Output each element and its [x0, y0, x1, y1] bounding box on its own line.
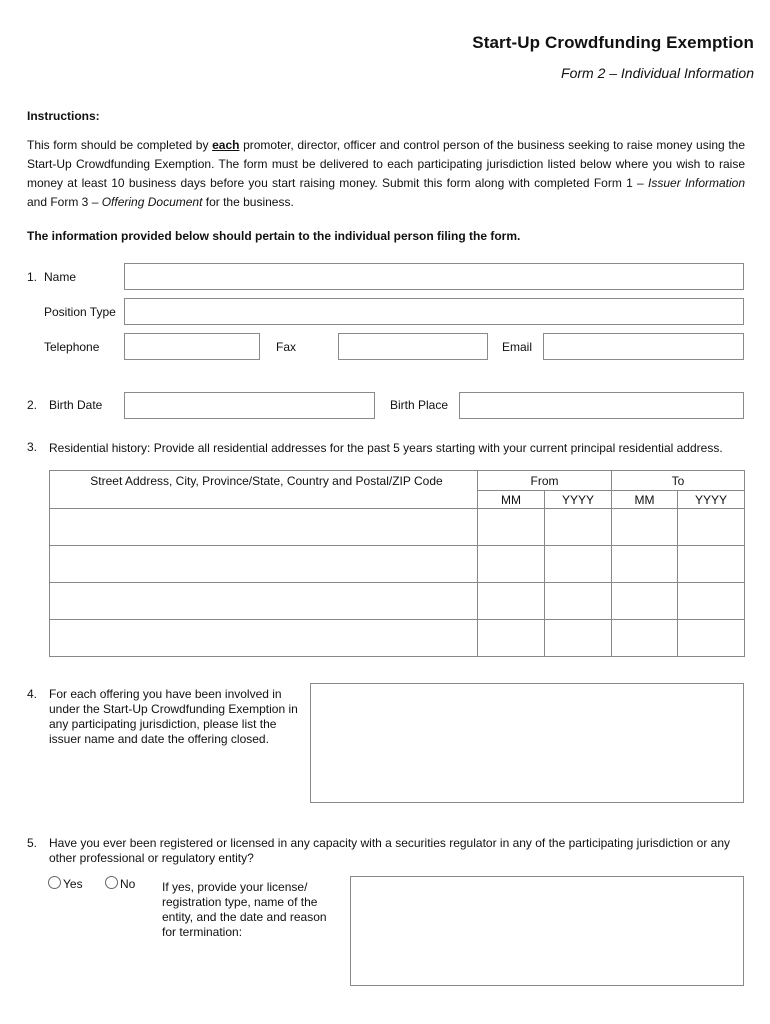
no-radio[interactable]: [105, 876, 118, 889]
to-column-header: To: [612, 471, 745, 491]
name-label: Name: [44, 270, 77, 284]
from-mm-cell[interactable]: [478, 509, 545, 546]
from-mm-cell[interactable]: [478, 546, 545, 583]
to-yyyy-cell[interactable]: [678, 620, 745, 657]
offerings-textarea[interactable]: [310, 683, 744, 803]
yes-radio[interactable]: [48, 876, 61, 889]
q4-number: 4.: [27, 687, 38, 701]
q1-number: 1.: [27, 270, 38, 284]
each-emphasis: each: [212, 138, 240, 152]
offerings-question-text: For each offering you have been involved in under the Start-Up Crowdfunding Exemption in any participating jurisdiction, please list the issuer name and date the offering closed.: [49, 687, 298, 746]
fax-input[interactable]: [338, 333, 488, 360]
to-yyyy-cell[interactable]: [678, 509, 745, 546]
table-row: [50, 509, 745, 546]
to-yyyy-header: YYYY: [678, 491, 745, 509]
instructions-paragraph: This form should be completed by each promoter, director, officer and control person of the business seeking to raise money using the Start-Up Crowdfunding Exemption. The form must be delivered to each participating jurisdiction listed below where you wish to raise money at least 10 business days before you start raising money. Submit this form along with completed Form 1 – Issuer Information and Form 3 – Offering Document for the business.: [27, 138, 746, 209]
issuer-information-ref: Issuer Information: [648, 176, 746, 190]
position-type-label: Position Type: [44, 305, 116, 319]
to-mm-header: MM: [612, 491, 678, 509]
form-title: Start-Up Crowdfunding Exemption: [472, 33, 754, 52]
birth-place-label: Birth Place: [390, 398, 449, 412]
pertain-note: The information provided below should pertain to the individual person filing the form.: [27, 229, 521, 243]
to-yyyy-cell[interactable]: [678, 583, 745, 620]
form-subtitle: Form 2 – Individual Information: [561, 65, 754, 81]
registration-question-text: Have you ever been registered or licensed in any capacity with a securities regulator in any of the participating jurisdiction or any other professional or regulatory entity?: [49, 836, 731, 865]
email-label: Email: [502, 340, 533, 354]
yes-option[interactable]: [48, 876, 83, 891]
to-mm-cell[interactable]: [612, 620, 678, 657]
from-column-header: From: [478, 471, 612, 491]
from-mm-header: MM: [478, 491, 545, 509]
from-yyyy-header: YYYY: [545, 491, 612, 509]
name-input[interactable]: [124, 263, 744, 290]
address-cell[interactable]: [50, 509, 478, 546]
registration-details-textarea[interactable]: [350, 876, 744, 986]
address-cell[interactable]: [50, 546, 478, 583]
no-label: No: [120, 877, 136, 891]
telephone-input[interactable]: [124, 333, 260, 360]
telephone-label: Telephone: [44, 340, 100, 354]
address-column-header: Street Address, City, Province/State, Country and Postal/ZIP Code: [50, 471, 478, 509]
from-yyyy-cell[interactable]: [545, 509, 612, 546]
birth-date-input[interactable]: [124, 392, 375, 419]
from-yyyy-cell[interactable]: [545, 620, 612, 657]
q5-number: 5.: [27, 836, 38, 850]
fax-label: Fax: [276, 340, 297, 354]
table-row: [50, 620, 745, 657]
birth-place-input[interactable]: [459, 392, 744, 419]
q3-number: 3.: [27, 440, 38, 454]
address-cell[interactable]: [50, 583, 478, 620]
from-mm-cell[interactable]: [478, 620, 545, 657]
if-yes-instructions: If yes, provide your license/ registration type, name of the entity, and the date and reason for termination:: [162, 880, 327, 939]
from-mm-cell[interactable]: [478, 583, 545, 620]
address-cell[interactable]: [50, 620, 478, 657]
no-option[interactable]: [105, 876, 135, 891]
residential-history-table: [49, 470, 745, 657]
to-mm-cell[interactable]: [612, 509, 678, 546]
instructions-heading: Instructions:: [27, 109, 100, 123]
from-yyyy-cell[interactable]: [545, 583, 612, 620]
q2-number: 2.: [27, 398, 38, 412]
from-yyyy-cell[interactable]: [545, 546, 612, 583]
offering-document-ref: Offering Document: [101, 195, 203, 209]
table-row: [50, 546, 745, 583]
residential-history-text: Residential history: Provide all residential addresses for the past 5 years starting with your current principal residential address.: [49, 441, 723, 455]
birth-date-label: Birth Date: [49, 398, 103, 412]
position-type-input[interactable]: [124, 298, 744, 325]
to-mm-cell[interactable]: [612, 546, 678, 583]
table-row: [50, 583, 745, 620]
to-mm-cell[interactable]: [612, 583, 678, 620]
to-yyyy-cell[interactable]: [678, 546, 745, 583]
email-input[interactable]: [543, 333, 744, 360]
yes-label: Yes: [63, 877, 83, 891]
